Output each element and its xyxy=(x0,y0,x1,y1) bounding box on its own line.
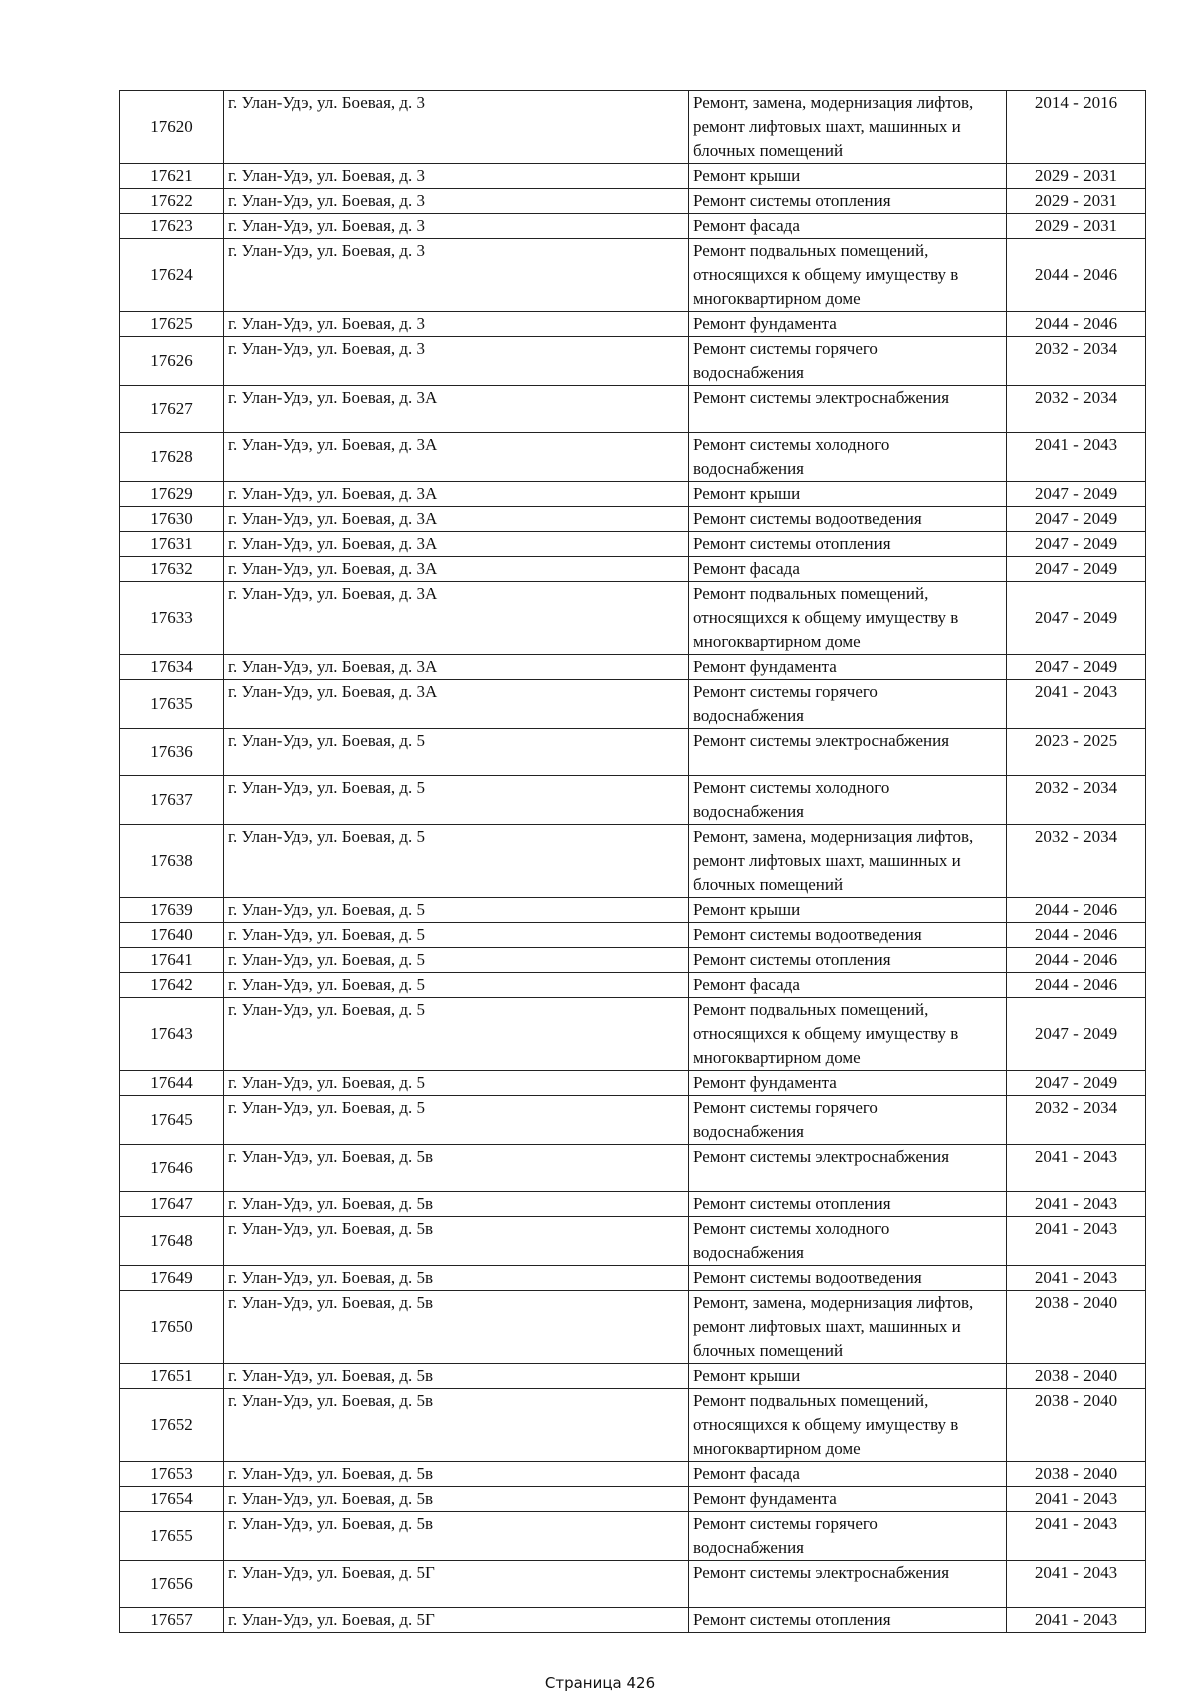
work-type-line: Ремонт системы электроснабжения xyxy=(693,1147,950,1166)
period-cell: 2047 - 2049 xyxy=(1007,482,1146,507)
work-type-line: Ремонт системы горячего xyxy=(693,1098,878,1117)
table-row xyxy=(120,1608,1146,1633)
table-row xyxy=(120,1217,1146,1266)
work-type-line: многоквартирном доме xyxy=(693,289,861,308)
work-type-line: Ремонт системы горячего xyxy=(693,339,878,358)
row-number: 17642 xyxy=(120,973,224,998)
work-type-line: блочных помещений xyxy=(693,875,844,894)
work-type-cell xyxy=(689,1364,1007,1389)
address-cell: г. Улан-Удэ, ул. Боевая, д. 5в xyxy=(224,1462,689,1487)
row-number: 17634 xyxy=(120,655,224,680)
work-type-line: Ремонт системы водоотведения xyxy=(693,509,922,528)
work-type-line: Ремонт фундамента xyxy=(693,314,837,333)
address-cell: г. Улан-Удэ, ул. Боевая, д. 5 xyxy=(224,1071,689,1096)
address-cell: г. Улан-Удэ, ул. Боевая, д. 3А xyxy=(224,680,689,729)
period-cell: 2044 - 2046 xyxy=(1007,948,1146,973)
address-cell: г. Улан-Удэ, ул. Боевая, д. 3А xyxy=(224,482,689,507)
period-cell: 2029 - 2031 xyxy=(1007,189,1146,214)
row-number: 17641 xyxy=(120,948,224,973)
address-cell: г. Улан-Удэ, ул. Боевая, д. 5в xyxy=(224,1217,689,1266)
address-cell: г. Улан-Удэ, ул. Боевая, д. 5 xyxy=(224,973,689,998)
work-type-line: водоснабжения xyxy=(693,459,804,478)
row-number: 17643 xyxy=(120,998,224,1071)
period-cell: 2047 - 2049 xyxy=(1007,655,1146,680)
period-cell: 2029 - 2031 xyxy=(1007,214,1146,239)
work-type-cell xyxy=(689,582,1007,655)
work-type-line: относящихся к общему имуществу в xyxy=(693,1024,959,1043)
table-row xyxy=(120,680,1146,729)
work-type-line: водоснабжения xyxy=(693,802,804,821)
table-row xyxy=(120,164,1146,189)
work-type-line: Ремонт подвальных помещений, xyxy=(693,1391,929,1410)
row-number: 17646 xyxy=(120,1145,224,1192)
address-cell: г. Улан-Удэ, ул. Боевая, д. 3А xyxy=(224,582,689,655)
period-cell: 2041 - 2043 xyxy=(1007,1608,1146,1633)
work-type-line: Ремонт системы отопления xyxy=(693,1194,891,1213)
table-row xyxy=(120,1462,1146,1487)
work-type-line: многоквартирном доме xyxy=(693,1048,861,1067)
address-cell: г. Улан-Удэ, ул. Боевая, д. 5в xyxy=(224,1512,689,1561)
work-type-line: Ремонт системы отопления xyxy=(693,191,891,210)
work-type-cell xyxy=(689,1266,1007,1291)
row-number: 17623 xyxy=(120,214,224,239)
table-row xyxy=(120,1487,1146,1512)
page-footer xyxy=(0,1674,1200,1692)
table-row xyxy=(120,729,1146,776)
table-row xyxy=(120,1145,1146,1192)
table-row xyxy=(120,582,1146,655)
address-cell: г. Улан-Удэ, ул. Боевая, д. 3А xyxy=(224,655,689,680)
work-type-line: Ремонт системы электроснабжения xyxy=(693,1563,950,1582)
address-cell: г. Улан-Удэ, ул. Боевая, д. 3А xyxy=(224,532,689,557)
address-cell: г. Улан-Удэ, ул. Боевая, д. 3 xyxy=(224,214,689,239)
row-number: 17631 xyxy=(120,532,224,557)
work-type-line: водоснабжения xyxy=(693,363,804,382)
work-type-line: Ремонт фасада xyxy=(693,975,800,994)
work-type-line: Ремонт системы холодного xyxy=(693,435,890,454)
table-row xyxy=(120,1192,1146,1217)
work-type-line: Ремонт крыши xyxy=(693,1366,801,1385)
table-row xyxy=(120,214,1146,239)
address-cell: г. Улан-Удэ, ул. Боевая, д. 3 xyxy=(224,164,689,189)
period-cell: 2041 - 2043 xyxy=(1007,1217,1146,1266)
period-cell: 2047 - 2049 xyxy=(1007,532,1146,557)
table-row xyxy=(120,507,1146,532)
work-type-line: Ремонт, замена, модернизация лифтов, xyxy=(693,827,974,846)
work-type-cell xyxy=(689,1145,1007,1192)
work-type-line: водоснабжения xyxy=(693,706,804,725)
work-type-line: Ремонт системы отопления xyxy=(693,534,891,553)
work-type-line: Ремонт крыши xyxy=(693,900,801,919)
address-cell: г. Улан-Удэ, ул. Боевая, д. 5в xyxy=(224,1145,689,1192)
period-cell: 2038 - 2040 xyxy=(1007,1462,1146,1487)
work-type-line: Ремонт подвальных помещений, xyxy=(693,584,929,603)
table-row xyxy=(120,1266,1146,1291)
row-number: 17653 xyxy=(120,1462,224,1487)
work-type-line: Ремонт, замена, модернизация лифтов, xyxy=(693,1293,974,1312)
work-type-cell xyxy=(689,164,1007,189)
period-cell: 2041 - 2043 xyxy=(1007,1561,1146,1608)
row-number: 17650 xyxy=(120,1291,224,1364)
row-number: 17655 xyxy=(120,1512,224,1561)
work-type-line: водоснабжения xyxy=(693,1538,804,1557)
row-number: 17647 xyxy=(120,1192,224,1217)
table-row xyxy=(120,1389,1146,1462)
row-number: 17626 xyxy=(120,337,224,386)
table-row xyxy=(120,1561,1146,1608)
address-cell: г. Улан-Удэ, ул. Боевая, д. 5в xyxy=(224,1266,689,1291)
work-type-line: водоснабжения xyxy=(693,1122,804,1141)
period-cell: 2014 - 2016 xyxy=(1007,91,1146,164)
work-type-line: Ремонт системы отопления xyxy=(693,950,891,969)
work-type-cell xyxy=(689,825,1007,898)
row-number: 17625 xyxy=(120,312,224,337)
table-row xyxy=(120,1071,1146,1096)
row-number: 17640 xyxy=(120,923,224,948)
work-type-line: ремонт лифтовых шахт, машинных и xyxy=(693,117,961,136)
address-cell: г. Улан-Удэ, ул. Боевая, д. 3А xyxy=(224,507,689,532)
period-cell: 2044 - 2046 xyxy=(1007,312,1146,337)
period-cell: 2038 - 2040 xyxy=(1007,1389,1146,1462)
table-row xyxy=(120,1364,1146,1389)
address-cell: г. Улан-Удэ, ул. Боевая, д. 3А xyxy=(224,386,689,433)
period-cell: 2044 - 2046 xyxy=(1007,239,1146,312)
row-number: 17624 xyxy=(120,239,224,312)
address-cell: г. Улан-Удэ, ул. Боевая, д. 5Г xyxy=(224,1561,689,1608)
row-number: 17649 xyxy=(120,1266,224,1291)
table-row xyxy=(120,337,1146,386)
row-number: 17632 xyxy=(120,557,224,582)
address-cell: г. Улан-Удэ, ул. Боевая, д. 5 xyxy=(224,1096,689,1145)
table-row xyxy=(120,655,1146,680)
table-row xyxy=(120,91,1146,164)
address-cell: г. Улан-Удэ, ул. Боевая, д. 5 xyxy=(224,898,689,923)
work-type-cell xyxy=(689,898,1007,923)
period-cell: 2044 - 2046 xyxy=(1007,923,1146,948)
row-number: 17651 xyxy=(120,1364,224,1389)
work-type-cell xyxy=(689,655,1007,680)
work-type-line: ремонт лифтовых шахт, машинных и xyxy=(693,1317,961,1336)
period-cell: 2032 - 2034 xyxy=(1007,337,1146,386)
work-type-cell xyxy=(689,1608,1007,1633)
work-type-line: Ремонт крыши xyxy=(693,484,801,503)
work-type-cell xyxy=(689,1389,1007,1462)
row-number: 17622 xyxy=(120,189,224,214)
row-number: 17654 xyxy=(120,1487,224,1512)
work-type-line: ремонт лифтовых шахт, машинных и xyxy=(693,851,961,870)
work-type-cell xyxy=(689,557,1007,582)
row-number: 17656 xyxy=(120,1561,224,1608)
row-number: 17636 xyxy=(120,729,224,776)
work-type-cell xyxy=(689,1512,1007,1561)
row-number: 17628 xyxy=(120,433,224,482)
address-cell: г. Улан-Удэ, ул. Боевая, д. 3 xyxy=(224,239,689,312)
period-cell: 2041 - 2043 xyxy=(1007,1145,1146,1192)
row-number: 17635 xyxy=(120,680,224,729)
row-number: 17620 xyxy=(120,91,224,164)
work-type-line: Ремонт фундамента xyxy=(693,657,837,676)
table-row xyxy=(120,189,1146,214)
address-cell: г. Улан-Удэ, ул. Боевая, д. 3А xyxy=(224,433,689,482)
address-cell: г. Улан-Удэ, ул. Боевая, д. 5в xyxy=(224,1291,689,1364)
period-cell: 2047 - 2049 xyxy=(1007,507,1146,532)
period-cell: 2044 - 2046 xyxy=(1007,973,1146,998)
period-cell: 2032 - 2034 xyxy=(1007,1096,1146,1145)
work-type-cell xyxy=(689,680,1007,729)
period-cell: 2047 - 2049 xyxy=(1007,557,1146,582)
table-row xyxy=(120,948,1146,973)
table-row xyxy=(120,1291,1146,1364)
table-row xyxy=(120,557,1146,582)
row-number: 17648 xyxy=(120,1217,224,1266)
work-type-cell xyxy=(689,1561,1007,1608)
table-row xyxy=(120,312,1146,337)
page-number: Страница 426 xyxy=(544,1674,656,1692)
table-row xyxy=(120,482,1146,507)
work-type-line: блочных помещений xyxy=(693,1341,844,1360)
table-row xyxy=(120,898,1146,923)
address-cell: г. Улан-Удэ, ул. Боевая, д. 5в xyxy=(224,1364,689,1389)
work-type-line: Ремонт фундамента xyxy=(693,1073,837,1092)
work-type-cell xyxy=(689,1462,1007,1487)
period-cell: 2029 - 2031 xyxy=(1007,164,1146,189)
work-type-cell xyxy=(689,337,1007,386)
work-type-cell xyxy=(689,1192,1007,1217)
period-cell: 2023 - 2025 xyxy=(1007,729,1146,776)
work-type-line: Ремонт системы холодного xyxy=(693,1219,890,1238)
work-type-cell xyxy=(689,998,1007,1071)
work-type-line: Ремонт системы холодного xyxy=(693,778,890,797)
work-type-line: водоснабжения xyxy=(693,1243,804,1262)
address-cell: г. Улан-Удэ, ул. Боевая, д. 3 xyxy=(224,312,689,337)
address-cell: г. Улан-Удэ, ул. Боевая, д. 5Г xyxy=(224,1608,689,1633)
row-number: 17638 xyxy=(120,825,224,898)
table-row xyxy=(120,532,1146,557)
work-type-cell xyxy=(689,239,1007,312)
work-type-cell xyxy=(689,948,1007,973)
work-type-cell xyxy=(689,91,1007,164)
table-row xyxy=(120,825,1146,898)
work-type-cell xyxy=(689,1071,1007,1096)
row-number: 17630 xyxy=(120,507,224,532)
address-cell: г. Улан-Удэ, ул. Боевая, д. 3 xyxy=(224,91,689,164)
period-cell: 2041 - 2043 xyxy=(1007,1266,1146,1291)
row-number: 17637 xyxy=(120,776,224,825)
work-type-cell xyxy=(689,1217,1007,1266)
work-type-cell xyxy=(689,312,1007,337)
table-row xyxy=(120,998,1146,1071)
work-type-line: относящихся к общему имуществу в xyxy=(693,1415,959,1434)
work-type-cell xyxy=(689,189,1007,214)
work-type-line: Ремонт системы электроснабжения xyxy=(693,731,950,750)
work-type-line: Ремонт системы водоотведения xyxy=(693,925,922,944)
period-cell: 2038 - 2040 xyxy=(1007,1364,1146,1389)
work-type-line: Ремонт фасада xyxy=(693,559,800,578)
table-row xyxy=(120,386,1146,433)
period-cell: 2041 - 2043 xyxy=(1007,1512,1146,1561)
work-type-line: Ремонт фасада xyxy=(693,216,800,235)
row-number: 17652 xyxy=(120,1389,224,1462)
row-number: 17629 xyxy=(120,482,224,507)
address-cell: г. Улан-Удэ, ул. Боевая, д. 5 xyxy=(224,776,689,825)
work-type-cell xyxy=(689,482,1007,507)
table-row xyxy=(120,433,1146,482)
address-cell: г. Улан-Удэ, ул. Боевая, д. 5 xyxy=(224,998,689,1071)
table-row xyxy=(120,776,1146,825)
work-type-line: Ремонт системы горячего xyxy=(693,1514,878,1533)
period-cell: 2041 - 2043 xyxy=(1007,433,1146,482)
table-row xyxy=(120,1512,1146,1561)
address-cell: г. Улан-Удэ, ул. Боевая, д. 5 xyxy=(224,948,689,973)
work-type-cell xyxy=(689,729,1007,776)
work-type-line: многоквартирном доме xyxy=(693,632,861,651)
row-number: 17639 xyxy=(120,898,224,923)
address-cell: г. Улан-Удэ, ул. Боевая, д. 5в xyxy=(224,1487,689,1512)
work-type-cell xyxy=(689,923,1007,948)
work-type-cell xyxy=(689,1487,1007,1512)
address-cell: г. Улан-Удэ, ул. Боевая, д. 3А xyxy=(224,557,689,582)
row-number: 17621 xyxy=(120,164,224,189)
work-type-line: Ремонт крыши xyxy=(693,166,801,185)
table-row xyxy=(120,239,1146,312)
table-body xyxy=(120,91,1146,1633)
work-type-line: Ремонт фундамента xyxy=(693,1489,837,1508)
table-row xyxy=(120,973,1146,998)
work-type-line: многоквартирном доме xyxy=(693,1439,861,1458)
work-type-cell xyxy=(689,973,1007,998)
work-type-line: Ремонт системы отопления xyxy=(693,1610,891,1629)
work-type-cell xyxy=(689,1291,1007,1364)
address-cell: г. Улан-Удэ, ул. Боевая, д. 5в xyxy=(224,1192,689,1217)
period-cell: 2032 - 2034 xyxy=(1007,825,1146,898)
address-cell: г. Улан-Удэ, ул. Боевая, д. 5в xyxy=(224,1389,689,1462)
address-cell: г. Улан-Удэ, ул. Боевая, д. 5 xyxy=(224,729,689,776)
work-type-cell xyxy=(689,433,1007,482)
work-type-line: Ремонт, замена, модернизация лифтов, xyxy=(693,93,974,112)
address-cell: г. Улан-Удэ, ул. Боевая, д. 3 xyxy=(224,189,689,214)
work-type-line: относящихся к общему имуществу в xyxy=(693,608,959,627)
row-number: 17627 xyxy=(120,386,224,433)
work-type-line: Ремонт системы водоотведения xyxy=(693,1268,922,1287)
row-number: 17633 xyxy=(120,582,224,655)
work-type-cell xyxy=(689,776,1007,825)
period-cell: 2041 - 2043 xyxy=(1007,1192,1146,1217)
period-cell: 2038 - 2040 xyxy=(1007,1291,1146,1364)
work-type-cell xyxy=(689,532,1007,557)
work-type-cell xyxy=(689,214,1007,239)
work-type-line: Ремонт подвальных помещений, xyxy=(693,1000,929,1019)
table-row xyxy=(120,923,1146,948)
row-number: 17644 xyxy=(120,1071,224,1096)
work-type-cell xyxy=(689,1096,1007,1145)
work-type-line: Ремонт системы электроснабжения xyxy=(693,388,950,407)
address-cell: г. Улан-Удэ, ул. Боевая, д. 5 xyxy=(224,825,689,898)
work-type-line: Ремонт системы горячего xyxy=(693,682,878,701)
period-cell: 2047 - 2049 xyxy=(1007,998,1146,1071)
row-number: 17657 xyxy=(120,1608,224,1633)
period-cell: 2047 - 2049 xyxy=(1007,582,1146,655)
period-cell: 2032 - 2034 xyxy=(1007,386,1146,433)
repair-schedule-table xyxy=(119,90,1146,1633)
period-cell: 2041 - 2043 xyxy=(1007,680,1146,729)
row-number: 17645 xyxy=(120,1096,224,1145)
address-cell: г. Улан-Удэ, ул. Боевая, д. 5 xyxy=(224,923,689,948)
period-cell: 2044 - 2046 xyxy=(1007,898,1146,923)
period-cell: 2047 - 2049 xyxy=(1007,1071,1146,1096)
table-row xyxy=(120,1096,1146,1145)
period-cell: 2041 - 2043 xyxy=(1007,1487,1146,1512)
address-cell: г. Улан-Удэ, ул. Боевая, д. 3 xyxy=(224,337,689,386)
work-type-line: Ремонт фасада xyxy=(693,1464,800,1483)
work-type-line: блочных помещений xyxy=(693,141,844,160)
work-type-cell xyxy=(689,507,1007,532)
work-type-line: Ремонт подвальных помещений, xyxy=(693,241,929,260)
work-type-cell xyxy=(689,386,1007,433)
period-cell: 2032 - 2034 xyxy=(1007,776,1146,825)
work-type-line: относящихся к общему имуществу в xyxy=(693,265,959,284)
